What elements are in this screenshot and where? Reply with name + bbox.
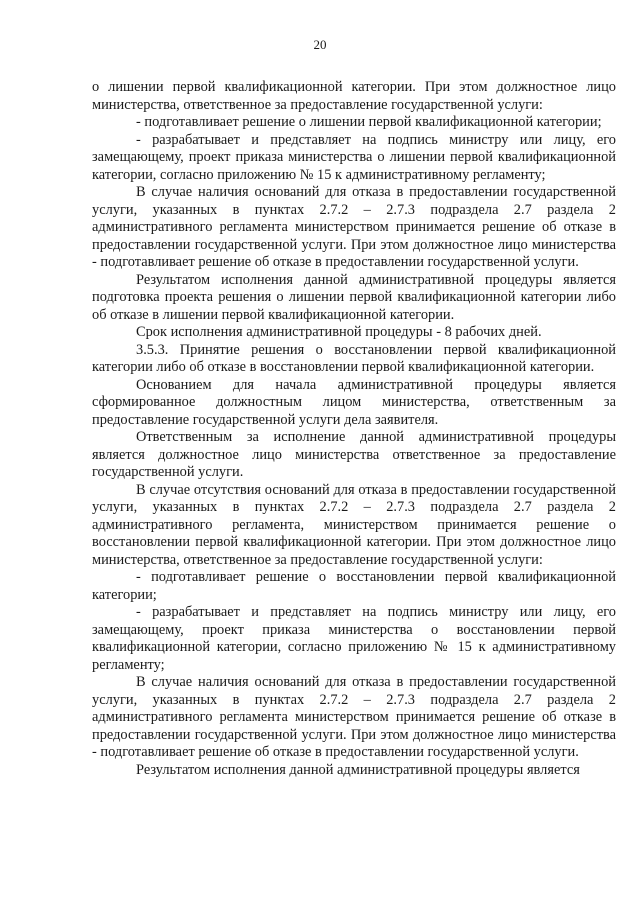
paragraph: Основанием для начала административной процедуры является сформированное должностным лицом министерства, ответственным за предоставление государственной услуги дела заявителя.: [92, 376, 616, 428]
paragraph: В случае наличия оснований для отказа в предоставлении государственной услуги, указанных в пунктах 2.7.2 – 2.7.3 подраздела 2.7 раздела 2 административного регламента министерством принимается решение об отказе в предоставлении государственной услуги. При этом должностное лицо министерства - подготавливает решение об отказе в предоставлении государственной услуги.: [92, 674, 616, 760]
paragraph: В случае наличия оснований для отказа в предоставлении государственной услуги, указанных в пунктах 2.7.2 – 2.7.3 подраздела 2.7 раздела 2 административного регламента министерством принимается решение об отказе в предоставлении государственной услуги. При этом должностное лицо министерства - подготавливает решение об отказе в предоставлении государственной услуги.: [92, 184, 616, 270]
paragraph: - разрабатывает и представляет на подпись министру или лицу, его замещающему, проект приказа министерства о лишении первой квалификационной категории, согласно приложению № 15 к административному регламенту;: [92, 131, 616, 183]
page-number: 20: [313, 37, 327, 52]
paragraph: 3.5.3. Принятие решения о восстановлении первой квалификационной категории либо об отказе в восстановлении первой квалификационной категории.: [92, 341, 616, 375]
paragraph: Результатом исполнения данной административной процедуры является: [136, 761, 580, 778]
paragraph: В случае отсутствия оснований для отказа в предоставлении государственной услуги, указанных в пунктах 2.7.2 – 2.7.3 подраздела 2.7 раздела 2 административного регламента, министерством принимается решение о восстановлении первой квалификационной категории. При этом должностное лицо министерства, ответственное за предоставление государственной услуги:: [92, 481, 616, 568]
paragraph: о лишении первой квалификационной категории. При этом должностное лицо министерства, ответственное за предоставление государственной услуги:: [92, 79, 616, 113]
document-body: [92, 79, 616, 779]
paragraph: Результатом исполнения данной административной процедуры является подготовка проекта решения о лишении первой квалификационной категории либо об отказе в лишении первой квалификационной категории.: [92, 271, 616, 323]
paragraph: - разрабатывает и представляет на подпись министру или лицу, его замещающему, проект приказа министерства о восстановлении первой квалификационной категории, согласно приложению № 15 к административному регламенту;: [92, 604, 616, 673]
paragraph: - подготавливает решение о восстановлении первой квалификационной категории;: [92, 569, 616, 603]
paragraph: - подготавливает решение о лишении первой квалификационной категории;: [136, 114, 602, 130]
paragraph: Срок исполнения административной процедуры - 8 рабочих дней.: [136, 324, 542, 340]
paragraph: Ответственным за исполнение данной административной процедуры является должностное лицо министерства ответственное за предоставление государственной услуги.: [92, 429, 616, 480]
